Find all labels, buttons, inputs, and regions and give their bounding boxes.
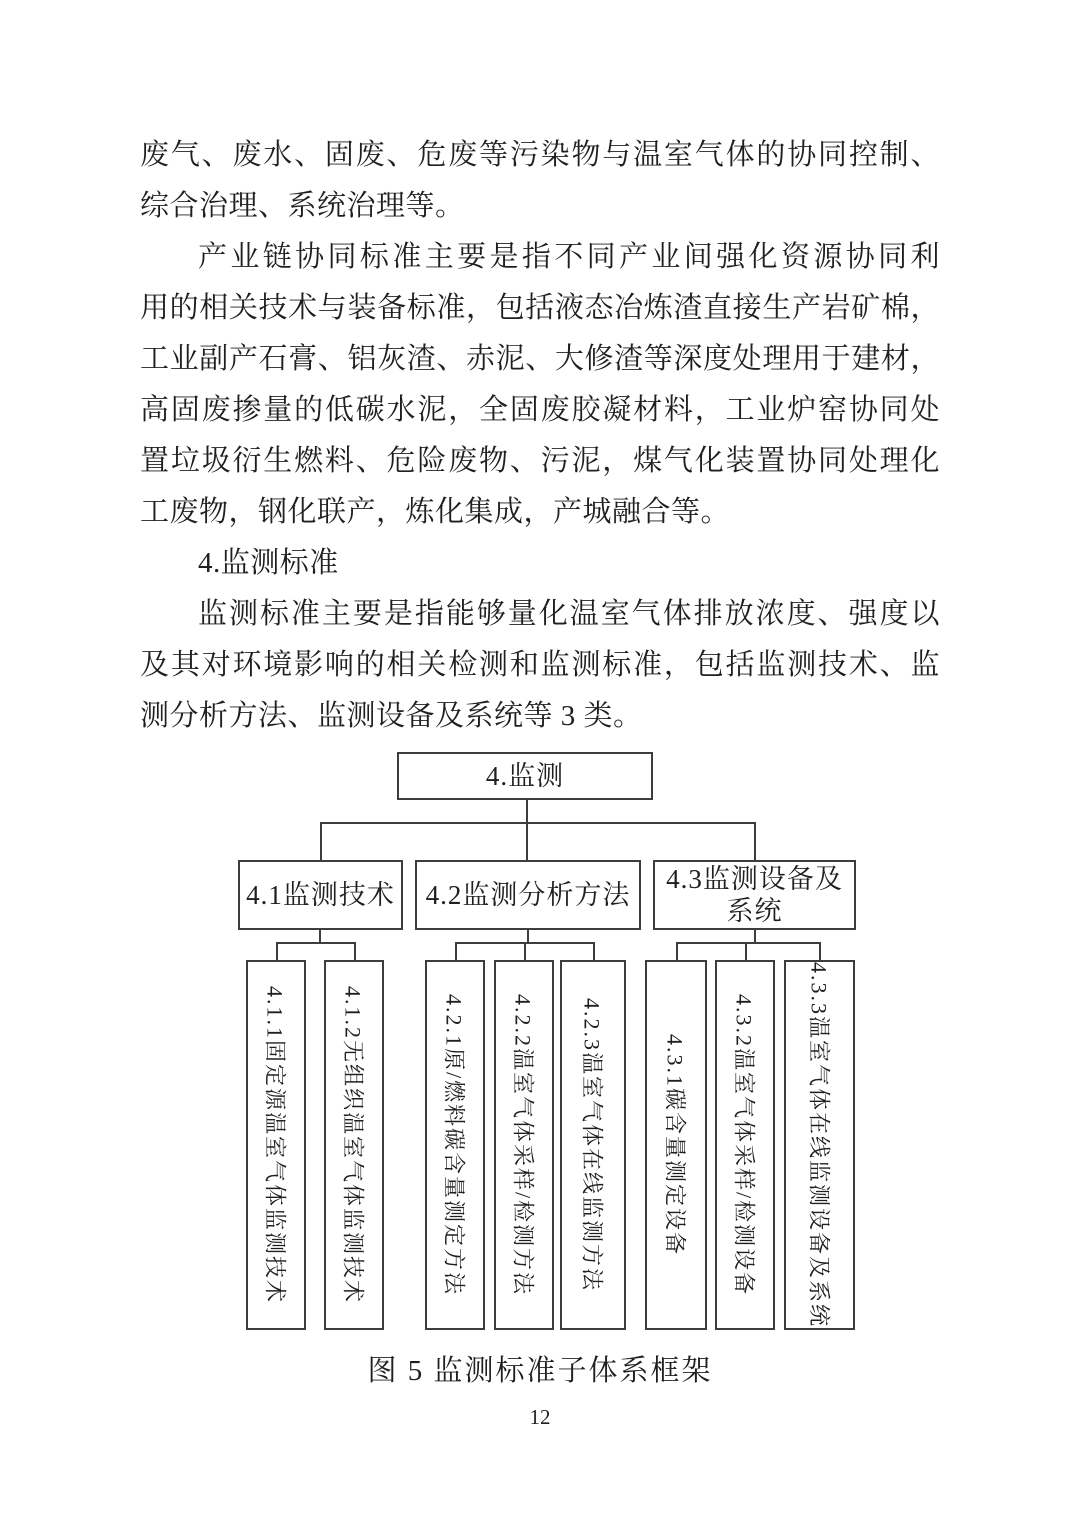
branch-box: 4.2监测分析方法: [415, 860, 641, 930]
leaf-label: 4.3.1碳含量测定设备: [662, 1033, 688, 1257]
leaf-label: 4.2.1原/燃料碳含量测定方法: [441, 993, 467, 1297]
leaf-box: [645, 960, 707, 1330]
text-line: 工废物，钢化联产，炼化集成，产城融合等。: [140, 496, 731, 528]
text-line: 综合治理、系统治理等。: [140, 190, 465, 222]
leaf-box: [494, 960, 554, 1330]
body-text: [140, 130, 940, 742]
text-line: 用的相关技术与装备标准，包括液态冶炼渣直接生产岩矿棉，: [140, 292, 940, 324]
leaf-box: [560, 960, 626, 1330]
leaf-label: 4.2.2温室气体采样/检测方法: [510, 993, 536, 1297]
connector-line: [745, 942, 747, 960]
text-line: 废气、废水、固废、危废等污染物与温室气体的协同控制、: [140, 139, 940, 171]
leaf-label: 4.1.2无组织温室气体监测技术: [340, 985, 366, 1305]
text-line: 产业链协同标准主要是指不同产业间强化资源协同利: [198, 241, 940, 273]
connector-line: [276, 942, 278, 960]
connector-line: [754, 822, 756, 860]
leaf-label: 4.2.3温室气体在线监测方法: [579, 997, 605, 1293]
branch-box: 4.3监测设备及系统: [653, 860, 856, 930]
connector-line: [276, 942, 356, 944]
connector-line: [819, 942, 821, 960]
section-heading: 4.监测标准: [198, 547, 339, 579]
text-line: 监测标准主要是指能够量化温室气体排放浓度、强度以: [198, 598, 940, 630]
connector-line: [676, 942, 678, 960]
leaf-label: 4.1.1固定源温室气体监测技术: [262, 985, 288, 1305]
leaf-box: [784, 960, 855, 1330]
connector-line: [354, 942, 356, 960]
chart-root-box: 4.监测: [397, 752, 653, 800]
text-line: 置垃圾衍生燃料、危险废物、污泥，煤气化装置协同处理化: [140, 445, 940, 477]
leaf-label: 4.3.2温室气体采样/检测设备: [731, 993, 757, 1297]
connector-line: [455, 942, 457, 960]
text-line: 测分析方法、监测设备及系统等 3 类。: [140, 700, 643, 732]
connector-line: [676, 942, 821, 944]
figure-caption: 图 5 监测标准子体系框架: [367, 1355, 713, 1387]
text-line: 及其对环境影响的相关检测和监测标准，包括监测技术、监: [140, 649, 940, 681]
leaf-box: [715, 960, 775, 1330]
page-number: 12: [529, 1405, 551, 1429]
text-line: 工业副产石膏、铝灰渣、赤泥、大修渣等深度处理用于建材，: [140, 343, 940, 375]
branch-box: 4.1监测技术: [238, 860, 403, 930]
text-line: 高固废掺量的低碳水泥，全固废胶凝材料，工业炉窑协同处: [140, 394, 940, 426]
connector-line: [526, 800, 528, 860]
leaf-box: [425, 960, 485, 1330]
org-chart: [0, 745, 1080, 1335]
connector-line: [593, 942, 595, 960]
connector-line: [320, 822, 322, 860]
leaf-box: [246, 960, 306, 1330]
leaf-label: 4.3.3温室气体在线监测设备及系统: [806, 961, 831, 1329]
connector-line: [524, 942, 526, 960]
connector-line: [320, 822, 756, 824]
leaf-box: [324, 960, 384, 1330]
